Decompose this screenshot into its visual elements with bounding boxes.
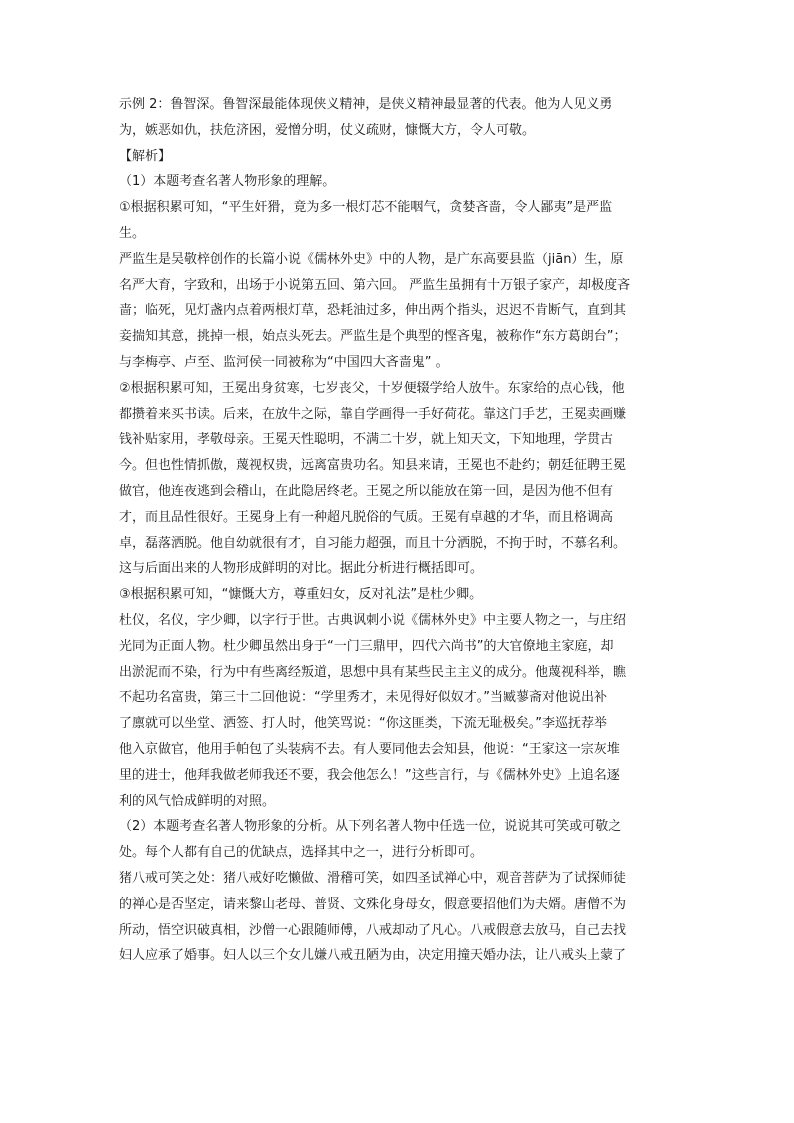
text-line: 这与后面出来的人物形成鲜明的对比。据此分析进行概括即可。 (119, 561, 484, 577)
text-line: 所动，悟空识破真相，沙僧一心跟随师傅，八戒却动了凡心。八戒假意去放马，自己去找 (119, 922, 627, 938)
text-line: 利的风气恰成鲜明的对照。 (119, 793, 276, 809)
text-line: 了廪就可以坐堂、洒签、打人时，他笑骂说：“你这匪类，下流无耻极矣。”李巡抚荐举 (119, 716, 607, 732)
document-body (119, 92, 679, 969)
text-line: ②根据积累可知，王冕出身贫寒，七岁丧父，十岁便辍学给人放牛。东家给的点心钱，他 (119, 380, 625, 396)
text-line: （1）本题考查名著人物形象的理解。 (119, 174, 336, 190)
text-line: 出淤泥而不染，行为中有些离经叛道，思想中具有某些民主主义的成分。他蔑视科举，瞧 (119, 664, 627, 680)
text-line: 他入京做官，他用手帕包了头装病不去。有人要同他去会知县，他说：“王家这一宗灰堆 (119, 741, 620, 757)
text-line: 里的进士，他拜我做老师我还不要，我会他怎么！”这些言行，与《儒林外史》上追名逐 (119, 767, 620, 783)
text-line: 严监生是吴敬梓创作的长篇小说《儒林外史》中的人物，是广东高要县监（jiān）生，原 (119, 251, 624, 267)
text-line: 杜仪，名仪，字少卿，以字行于世。古典讽刺小说《儒林外史》中主要人物之一，与庄绍 (119, 612, 627, 628)
text-line: （2）本题考查名著人物形象的分析。从下列名著人物中任选一位，说说其可笑或可敬之 (119, 819, 622, 835)
text-line: 名严大育，字致和，出场于小说第五回、第六回。 严监生虽拥有十万银子家产，却极度吝 (119, 277, 631, 293)
text-line: 光同为正面人物。杜少卿虽然出身于“一门三鼎甲，四代六尚书”的大官僚地主家庭，却 (119, 638, 614, 654)
text-line: ①根据积累可知，“平生奸猾，竟为多一根灯芯不能咽气，贪婪吝啬，令人鄙夷”是严监 (119, 200, 613, 216)
text-line: ③根据积累可知，“慷慨大方，尊重妇女，反对礼法”是杜少卿。 (119, 587, 483, 603)
text-line: 才，而且品性很好。王冕身上有一种超凡脱俗的气质。王冕有卓越的才华，而且格调高 (119, 509, 614, 525)
text-line: 的禅心是否坚定，请来黎山老母、普贤、文殊化身母女，假意要招他们为夫婿。唐僧不为 (119, 896, 627, 912)
text-line: 示例 2：鲁智深。鲁智深最能体现侠义精神，是侠义精神最显著的代表。他为人见义勇 (119, 97, 613, 112)
text-line: 为，嫉恶如仇，扶危济困，爱憎分明，仗义疏财，慷慨大方，令人可敬。 (119, 122, 536, 138)
text-line: 生。 (119, 225, 146, 241)
text-line: 处。每个人都有自己的优缺点，选择其中之一，进行分析即可。 (119, 845, 484, 861)
text-line: 妇人应承了婚事。妇人以三个女儿嫌八戒丑陋为由，决定用撞天婚办法，让八戒头上蒙了 (119, 948, 627, 964)
text-line: 不起功名富贵，第三十二回他说：“学里秀才，未见得好似奴才。”当臧蓼斋对他说出补 (119, 690, 607, 706)
text-line: 与李梅亭、卢至、监河侯一同被称为“中国四大吝啬鬼” 。 (119, 354, 449, 370)
text-line: 都攒着来买书读。后来，在放牛之际，靠自学画得一手好荷花。靠这门手艺，王冕卖画赚 (119, 406, 627, 422)
section-heading: 【解析】 (119, 148, 172, 164)
text-line: 卓，磊落洒脱。他自幼就很有才，自习能力超强，而且十分洒脱，不拘于时，不慕名利。 (119, 535, 627, 551)
text-line: 今。但也性情抓傲，蔑视权贵，远离富贵功名。知县来请，王冕也不赴约；朝廷征聘王冕 (119, 458, 627, 474)
text-line: 做官，他连夜逃到会稽山，在此隐居终老。王冕之所以能放在第一回，是因为他不但有 (119, 483, 614, 499)
text-line: 钱补贴家用，孝敬母亲。王冕天性聪明，不满二十岁，就上知天文，下知地理，学贯古 (119, 432, 614, 448)
text-line: 猪八戒可笑之处：猪八戒好吃懒做、滑稽可笑，如四圣试禅心中，观音菩萨为了试探师徒 (119, 870, 627, 886)
text-line: 啬；临死，见灯盏内点着两根灯草，恐耗油过多，伸出两个指头，迟迟不肯断气，直到其 (119, 303, 627, 319)
text-line: 妾揣知其意，挑掉一根，始点头死去。严监生是个典型的悭吝鬼，被称作“东方葛朗台”； (119, 329, 627, 345)
